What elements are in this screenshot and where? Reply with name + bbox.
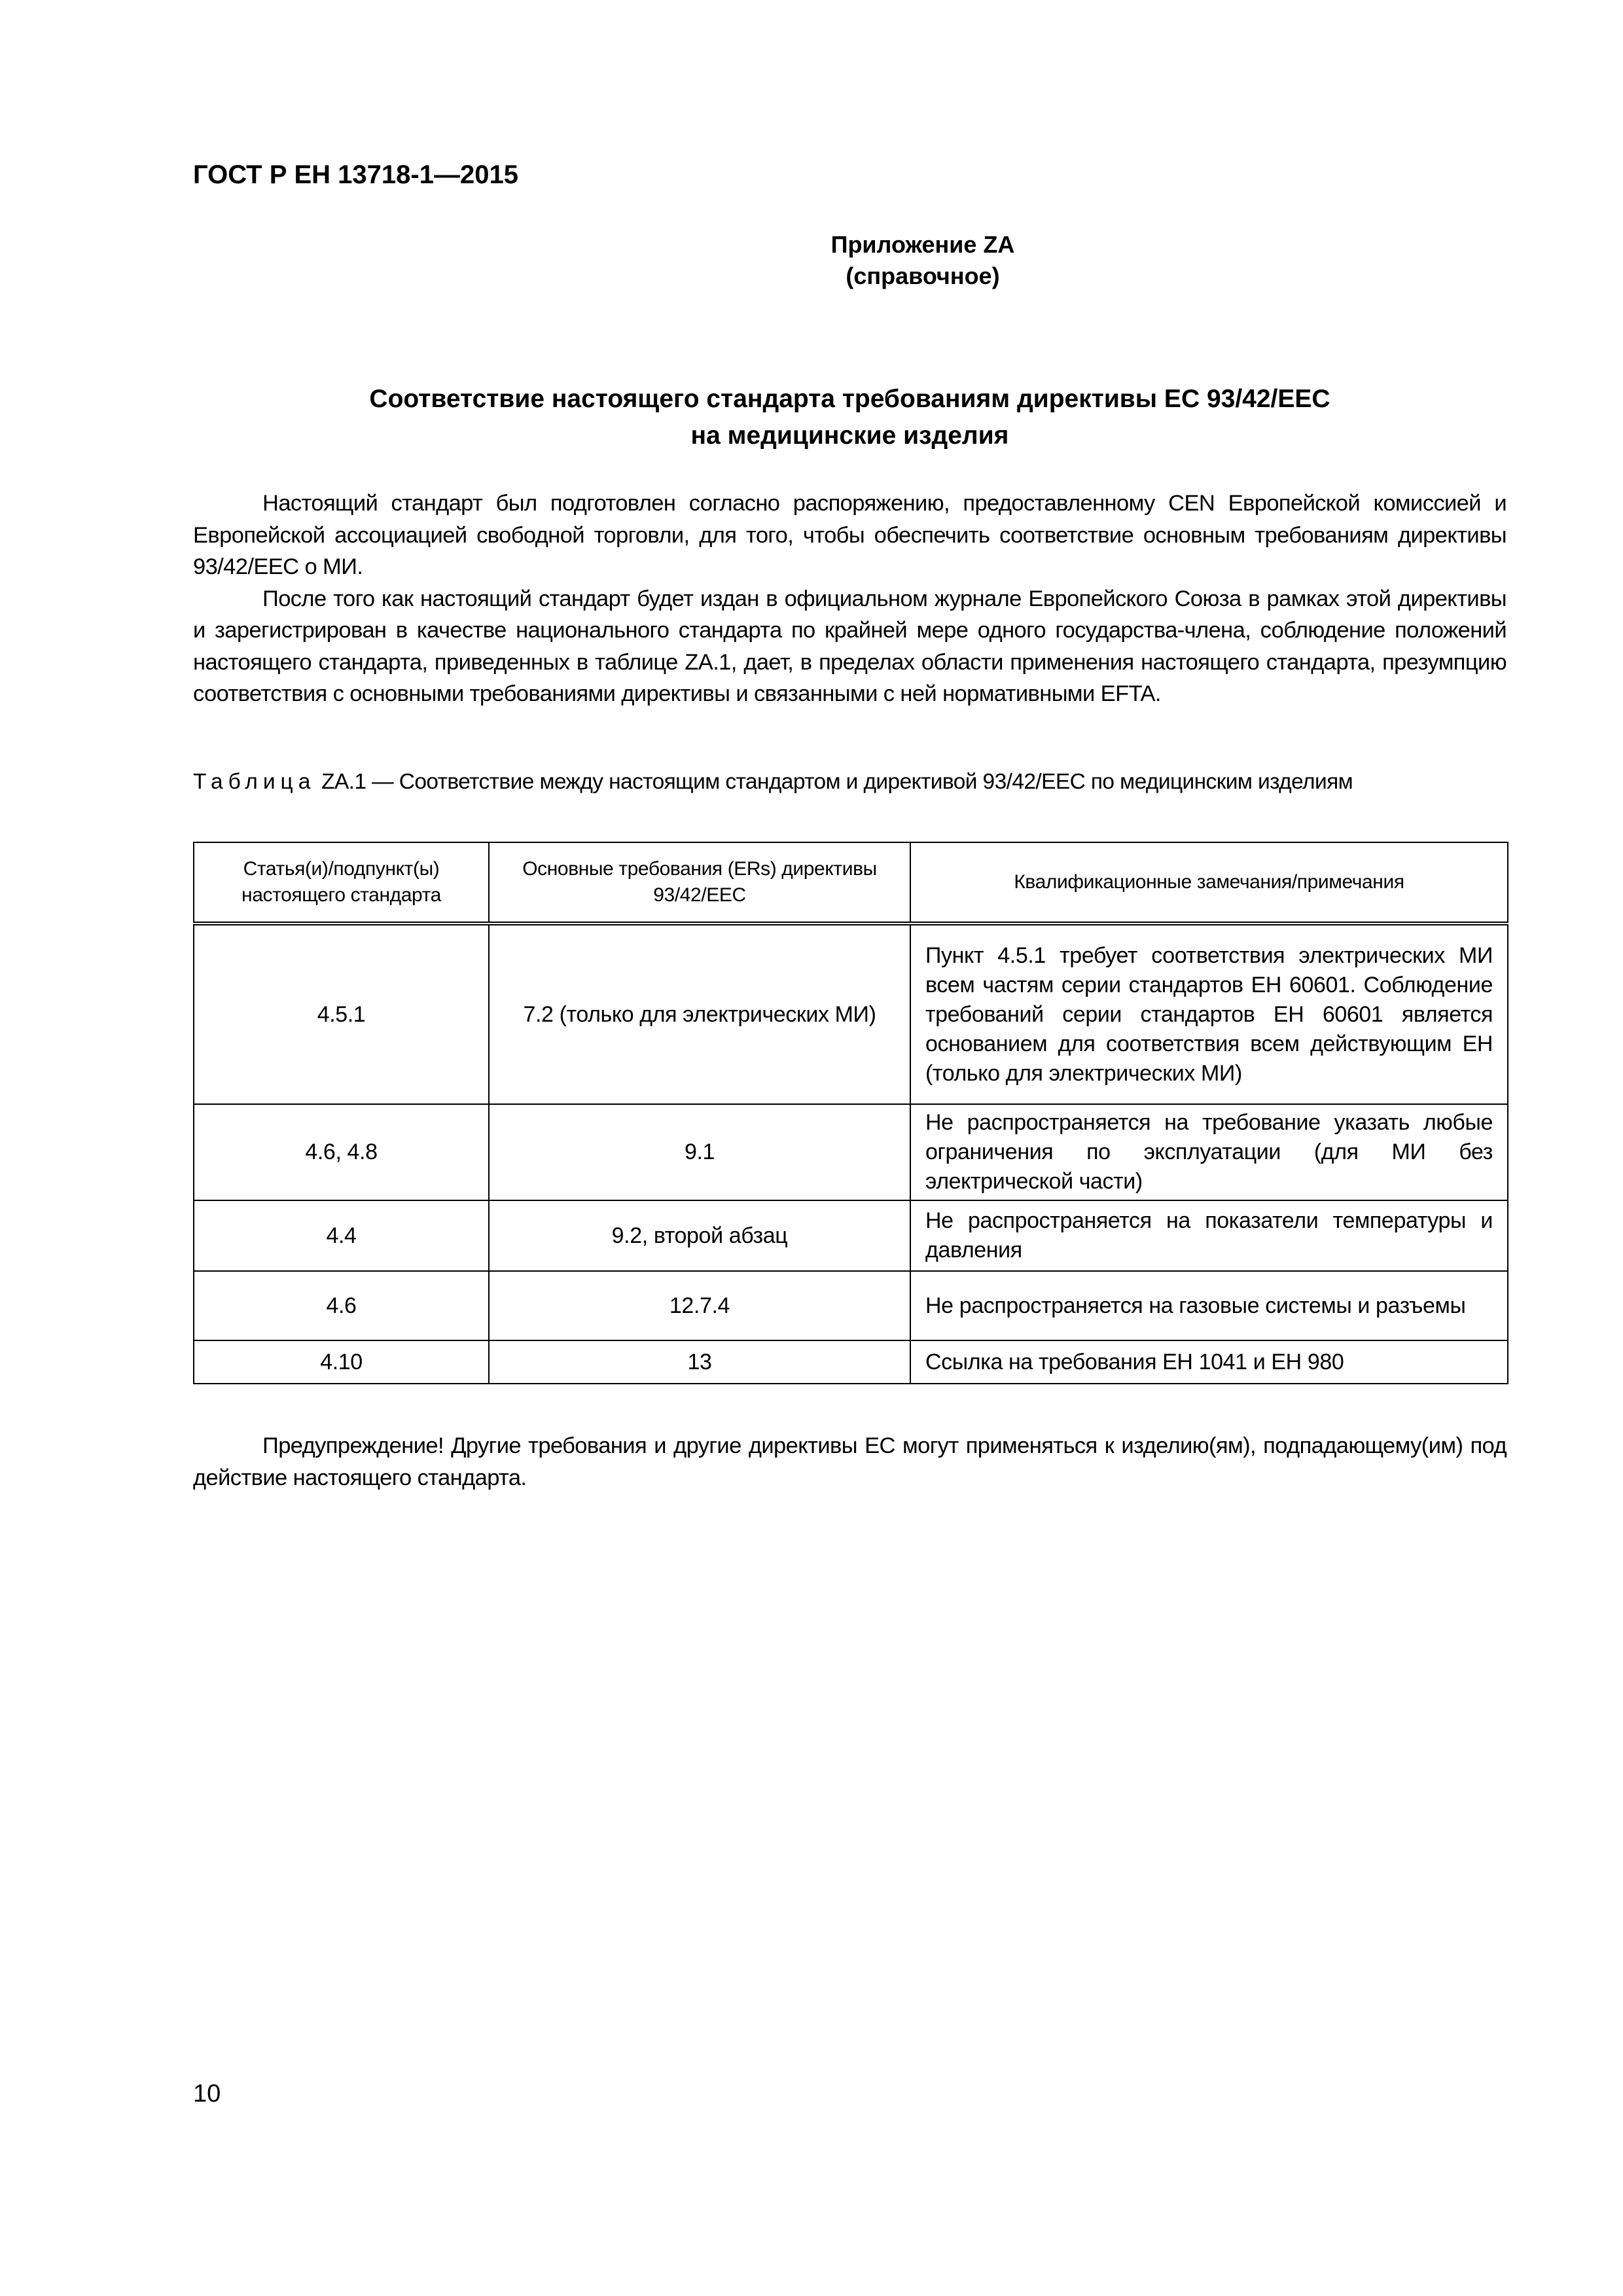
intro-paragraph: После того как настоящий стандарт будет издан в официальном журнале Европейского Союза в рамках этой директивы и зарегистрирован в качестве национального стандарта по крайней мере одного государства-члена, соблюдение положений настоящего стандарта, приведенных в таблице ZA.1, дает, в пределах области применения настоящего стандарта, презумпцию соответствия с основными требованиями директивы и связанными с ней нормативными EFTA. <box>193 586 1507 706</box>
table-row <box>194 1340 1508 1384</box>
cell-essential-requirement: 7.2 (только для электрических МИ) <box>489 924 910 1104</box>
column-header-essential-requirements: Основные требования (ERs) директивы 93/42/EEC <box>489 842 910 924</box>
warning-section <box>193 1430 1507 1494</box>
table-row <box>194 1104 1508 1200</box>
column-header-clause: Статья(и)/подпункт(ы) настоящего стандарта <box>194 842 489 924</box>
correspondence-table <box>193 842 1508 1384</box>
cell-remark: Не распространяется на показатели температуры и давления <box>910 1200 1508 1271</box>
table-row <box>194 1200 1508 1271</box>
intro-paragraph: Настоящий стандарт был подготовлен согласно распоряжению, предоставленному CEN Европейской комиссией и Европейской ассоциацией свободной торговли, для того, чтобы обеспечить соответствие основным требованиям директивы 93/42/EEC о МИ. <box>193 491 1507 579</box>
cell-remark: Не распространяется на газовые системы и разъемы <box>910 1271 1508 1340</box>
cell-clause: 4.5.1 <box>194 924 489 1104</box>
page-number: 10 <box>193 2080 221 2108</box>
cell-clause: 4.10 <box>194 1340 489 1384</box>
cell-essential-requirement: 9.1 <box>489 1104 910 1200</box>
cell-clause: 4.6, 4.8 <box>194 1104 489 1200</box>
table-caption-label: Таблица <box>193 770 316 794</box>
annex-status: (справочное) <box>846 262 1000 289</box>
annex-title-line-1: Соответствие настоящего стандарта требованиям директивы ЕС 93/42/EEC <box>369 385 1330 413</box>
annex-title-line-2: на медицинские изделия <box>690 422 1009 450</box>
table-row <box>194 1271 1508 1340</box>
cell-remark: Пункт 4.5.1 требует соответствия электрических МИ всем частям серии стандартов ЕН 60601. Соблюдение требований серии стандартов ЕН 60601 является основанием для соответствия всем действующим ЕН (только для электрических МИ) <box>910 924 1508 1104</box>
cell-remark: Ссылка на требования ЕН 1041 и ЕН 980 <box>910 1340 1508 1384</box>
table-caption-number: ZA.1 <box>321 770 366 794</box>
intro-section <box>193 488 1507 710</box>
cell-essential-requirement: 12.7.4 <box>489 1271 910 1340</box>
cell-remark: Не распространяется на требование указать любые ограничения по эксплуатации (для МИ без электрической части) <box>910 1104 1508 1200</box>
table-row <box>194 924 1508 1104</box>
cell-essential-requirement: 13 <box>489 1340 910 1384</box>
column-header-remarks: Квалификационные замечания/примечания <box>910 842 1508 924</box>
warning-paragraph: Предупреждение! Другие требования и другие директивы ЕС могут применяться к изделию(ям), подпадающему(им) под действие настоящего стандарта. <box>193 1433 1507 1490</box>
table-caption-text: — Соответствие между настоящим стандартом и директивой 93/42/EEC по медицинским изделиям <box>366 770 1353 794</box>
annex-heading <box>694 229 1152 292</box>
standard-designation: ГОСТ Р ЕН 13718-1—2015 <box>193 160 518 189</box>
annex-label: Приложение ZA <box>830 231 1015 258</box>
table-caption <box>193 767 1507 797</box>
cell-clause: 4.6 <box>194 1271 489 1340</box>
table-header-row <box>194 842 1508 924</box>
annex-title <box>193 381 1507 454</box>
cell-clause: 4.4 <box>194 1200 489 1271</box>
cell-essential-requirement: 9.2, второй абзац <box>489 1200 910 1271</box>
